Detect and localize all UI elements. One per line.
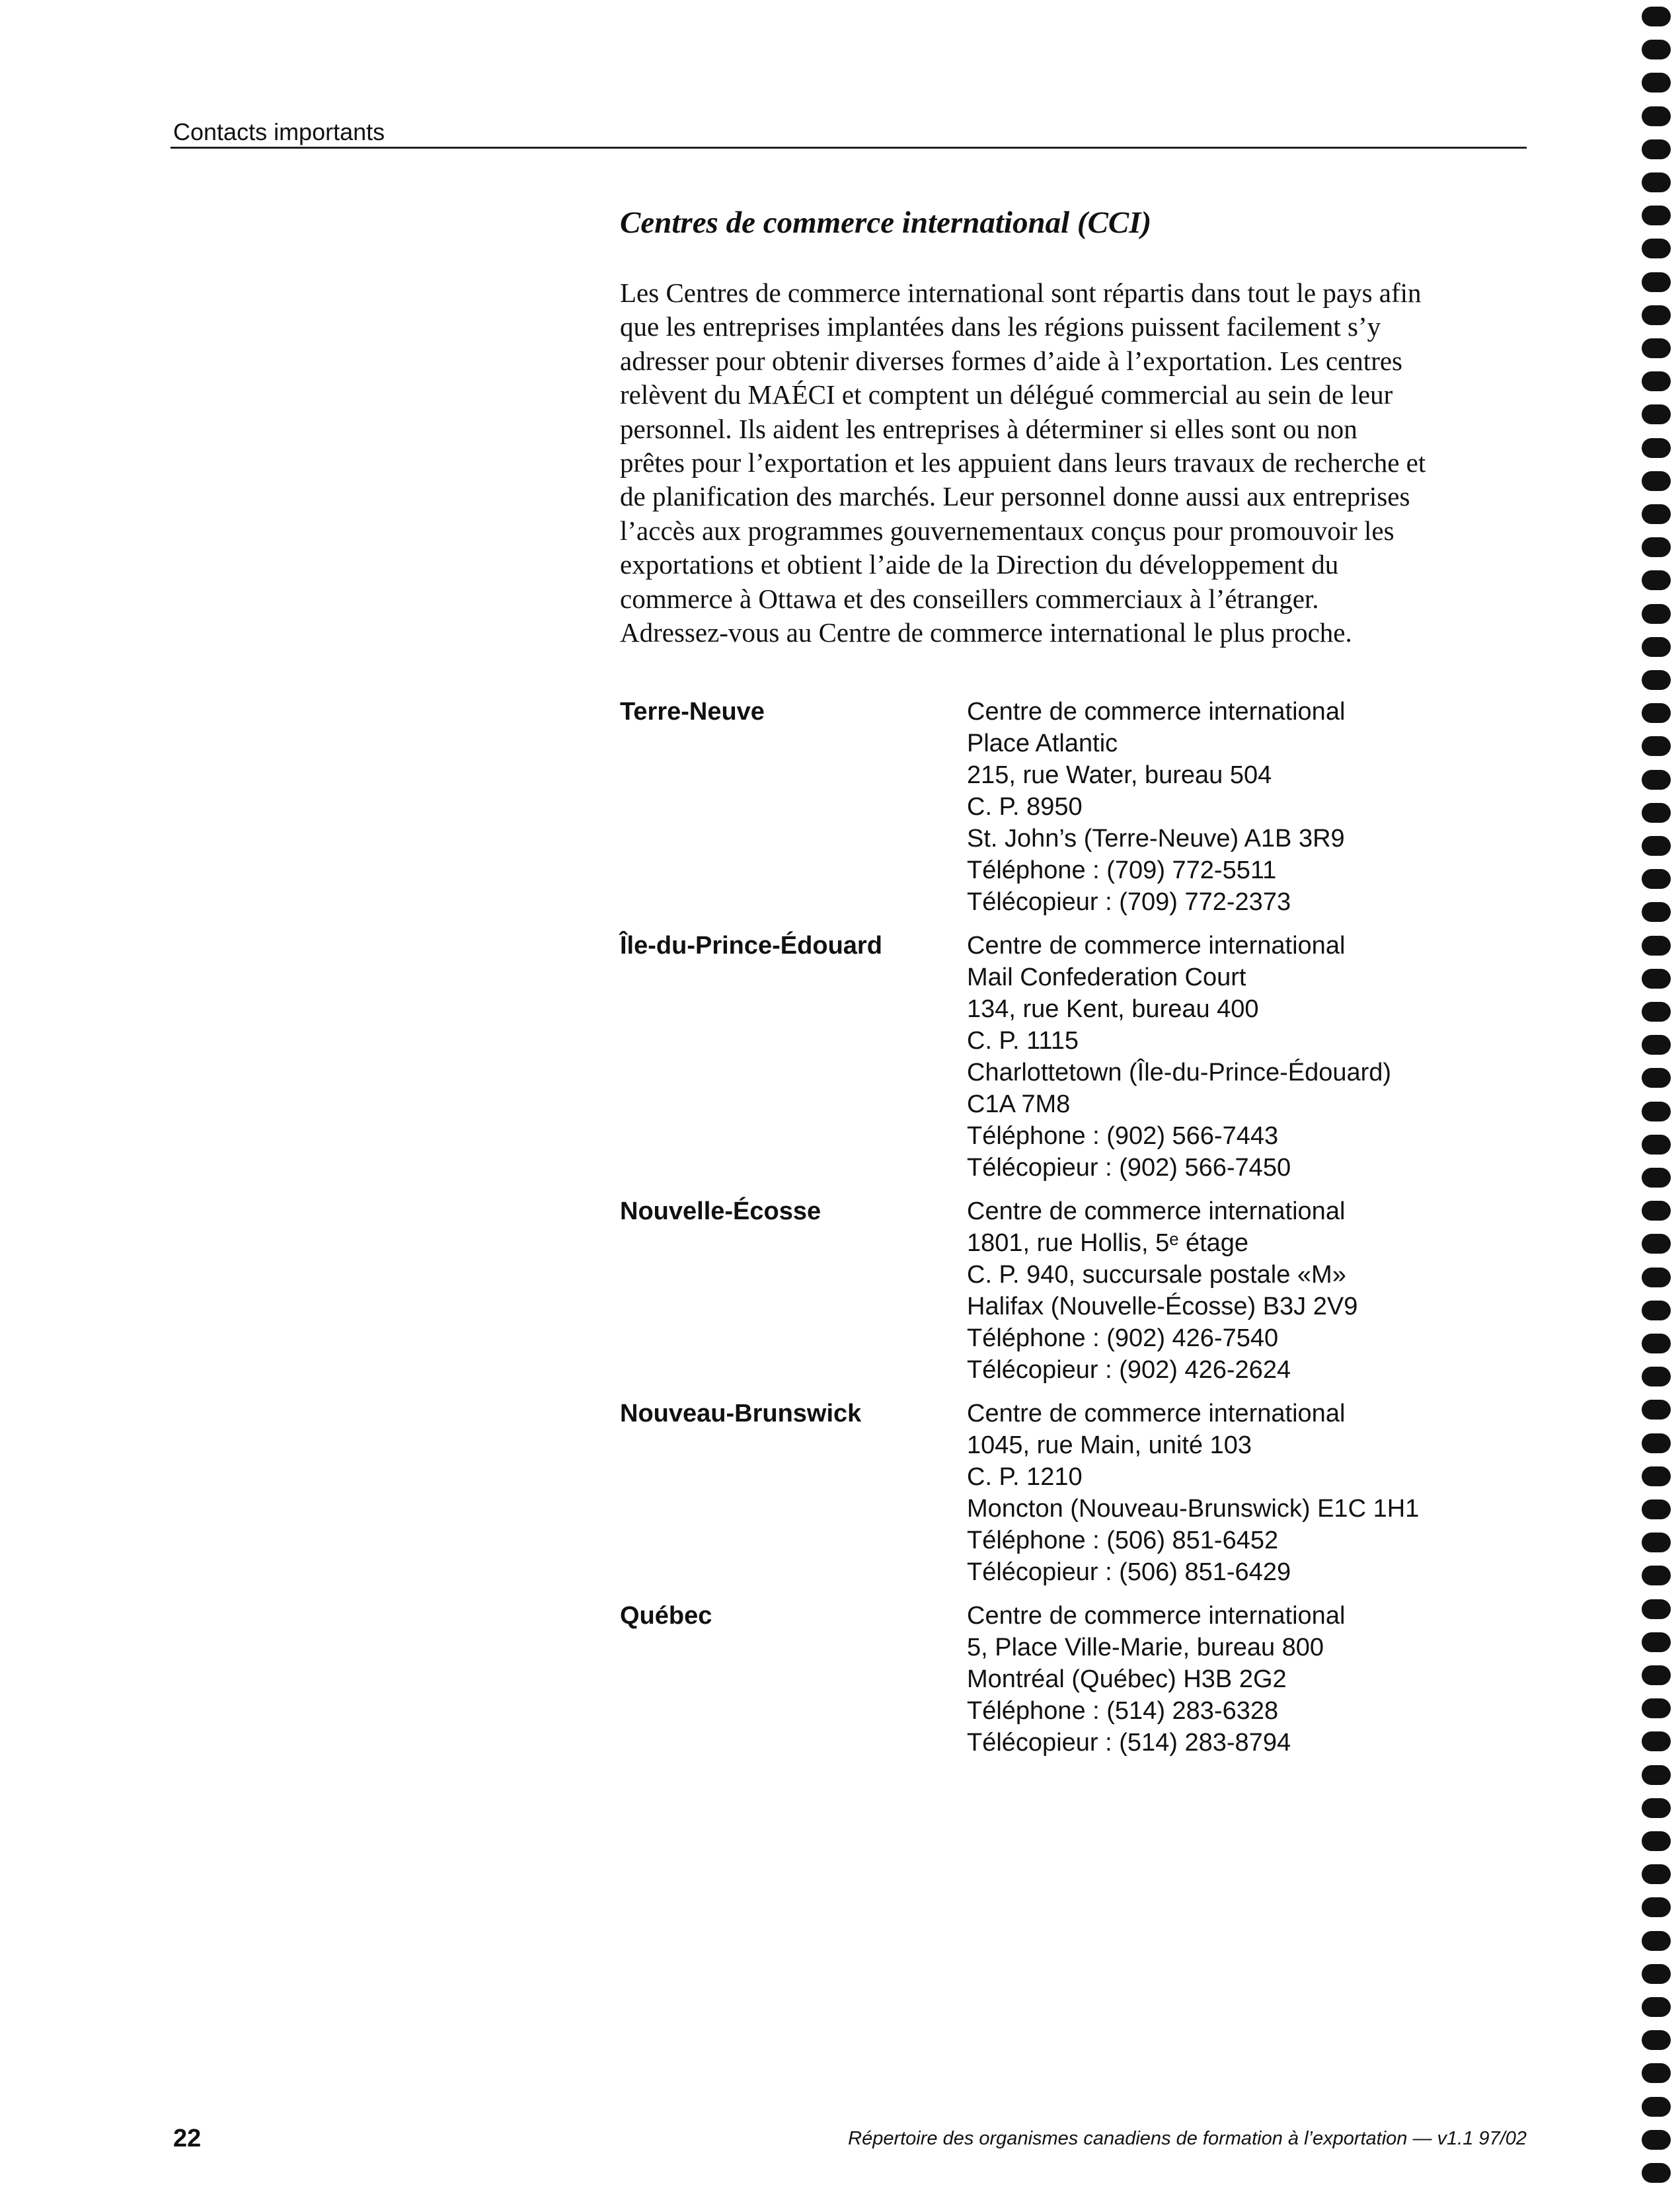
province-name: Nouvelle-Écosse: [620, 1197, 821, 1225]
binding-hole: [1642, 1632, 1671, 1652]
address-line: 1801, rue Hollis, 5ᵉ étage: [967, 1229, 1249, 1257]
address-line: C. P. 1210: [967, 1463, 1083, 1491]
phone-line: Téléphone : (514) 283-6328: [967, 1697, 1279, 1725]
binding-hole: [1642, 40, 1671, 59]
binding-hole: [1642, 1864, 1671, 1884]
binding-hole: [1642, 1499, 1671, 1519]
address-line: 215, rue Water, bureau 504: [967, 761, 1272, 789]
contact-entry-terre-neuve: [620, 696, 1506, 918]
fax-line: Télécopieur : (514) 283-8794: [967, 1729, 1291, 1757]
address-line: Mail Confederation Court: [967, 964, 1246, 991]
binding-hole: [1642, 670, 1671, 690]
address-line: 5, Place Ville-Marie, bureau 800: [967, 1634, 1324, 1661]
binding-hole: [1642, 604, 1671, 624]
running-head: Contacts importants: [173, 118, 385, 145]
binding-hole: [1642, 570, 1671, 590]
binding-hole: [1642, 1566, 1671, 1585]
binding-hole: [1642, 1897, 1671, 1917]
binding-hole: [1642, 1466, 1671, 1486]
binding-hole: [1642, 272, 1671, 292]
fax-line: Télécopieur : (902) 426-2624: [967, 1356, 1291, 1384]
binding-hole: [1642, 305, 1671, 325]
fax-line: Télécopieur : (709) 772-2373: [967, 888, 1291, 916]
binding-hole: [1642, 239, 1671, 258]
binding-hole: [1642, 1997, 1671, 2017]
fax-line: Télécopieur : (506) 851-6429: [967, 1558, 1291, 1586]
binding-hole: [1642, 803, 1671, 823]
binding-hole: [1642, 172, 1671, 192]
binding-hole: [1642, 1102, 1671, 1121]
binding-hole: [1642, 338, 1671, 358]
intro-paragraph: [620, 276, 1532, 650]
phone-line: Téléphone : (709) 772-5511: [967, 856, 1277, 884]
binding-hole: [1642, 1433, 1671, 1453]
address-line: 134, rue Kent, bureau 400: [967, 995, 1259, 1023]
province-name: Nouveau-Brunswick: [620, 1400, 862, 1427]
binding-hole: [1642, 2130, 1671, 2150]
address-line: Centre de commerce international: [967, 1400, 1346, 1427]
province-name: Île-du-Prince-Édouard: [620, 932, 882, 960]
binding-hole: [1642, 1665, 1671, 1685]
binding-hole: [1642, 637, 1671, 657]
phone-line: Téléphone : (902) 566-7443: [967, 1122, 1279, 1150]
binding-hole: [1642, 1135, 1671, 1155]
binding-hole: [1642, 836, 1671, 856]
binding-hole: [1642, 139, 1671, 159]
binding-hole: [1642, 1931, 1671, 1951]
binding-hole: [1642, 504, 1671, 524]
binding-hole: [1642, 1201, 1671, 1221]
binding-hole: [1642, 770, 1671, 790]
address-line: Centre de commerce international: [967, 1197, 1346, 1225]
binding-hole: [1642, 1301, 1671, 1320]
contact-entry-quebec: [620, 1600, 1506, 1759]
binding-hole: [1642, 902, 1671, 922]
binding-hole: [1642, 2063, 1671, 2083]
address-line: Charlottetown (Île-du-Prince-Édouard): [967, 1059, 1392, 1086]
address-line: Halifax (Nouvelle-Écosse) B3J 2V9: [967, 1293, 1358, 1320]
intro-line: relèvent du MAÉCI et comptent un délégué commercial au sein de leur: [620, 379, 1393, 410]
binding-hole: [1642, 471, 1671, 491]
address-line: Montréal (Québec) H3B 2G2: [967, 1665, 1287, 1693]
binding-hole: [1642, 936, 1671, 956]
binding-hole: [1642, 869, 1671, 889]
binding-hole: [1642, 1334, 1671, 1353]
binding-hole: [1642, 404, 1671, 424]
contact-entry-ile-du-prince-edouard: [620, 930, 1506, 1184]
address-line: C. P. 1115: [967, 1027, 1079, 1055]
binding-hole: [1642, 106, 1671, 126]
binding-hole: [1642, 1367, 1671, 1386]
contact-entry-nouvelle-ecosse: [620, 1195, 1506, 1386]
binding-hole: [1642, 1765, 1671, 1785]
intro-line: Adressez-vous au Centre de commerce international le plus proche.: [620, 617, 1352, 648]
address-line: Place Atlantic: [967, 730, 1118, 757]
fax-line: Télécopieur : (902) 566-7450: [967, 1154, 1291, 1182]
binding-hole: [1642, 7, 1671, 26]
intro-line: adresser pour obtenir diverses formes d’aide à l’exportation. Les centres: [620, 345, 1402, 376]
binding-hole: [1642, 206, 1671, 225]
address-line: Centre de commerce international: [967, 698, 1346, 726]
intro-line: Les Centres de commerce international sont répartis dans tout le pays afin: [620, 278, 1422, 308]
header-rule: [171, 147, 1527, 149]
address-block: [967, 1600, 1506, 1759]
binding-hole: [1642, 1002, 1671, 1022]
province-name: Terre-Neuve: [620, 698, 765, 726]
intro-line: personnel. Ils aident les entreprises à déterminer si elles sont ou non: [620, 413, 1357, 444]
address-block: [967, 1195, 1506, 1386]
intro-line: commerce à Ottawa et des conseillers commerciaux à l’étranger.: [620, 583, 1319, 614]
binding-hole: [1642, 1533, 1671, 1552]
binding-hole: [1642, 1400, 1671, 1420]
address-block: [967, 696, 1506, 918]
binding-hole: [1642, 1599, 1671, 1619]
binding-hole: [1642, 1831, 1671, 1851]
binding-hole: [1642, 438, 1671, 458]
intro-line: que les entreprises implantées dans les régions puissent facilement s’y: [620, 311, 1381, 342]
phone-line: Téléphone : (506) 851-6452: [967, 1527, 1279, 1554]
binding-hole: [1642, 1234, 1671, 1254]
address-line: St. John’s (Terre-Neuve) A1B 3R9: [967, 825, 1345, 853]
binding-hole: [1642, 1068, 1671, 1088]
address-line: C. P. 8950: [967, 793, 1083, 821]
binding-hole: [1642, 537, 1671, 557]
binding-hole: [1642, 1698, 1671, 1718]
binding-hole: [1642, 2030, 1671, 2050]
binding-hole: [1642, 2163, 1671, 2183]
address-line: Centre de commerce international: [967, 932, 1346, 960]
binding-hole: [1642, 2097, 1671, 2117]
address-line: 1045, rue Main, unité 103: [967, 1431, 1252, 1459]
address-line: Moncton (Nouveau-Brunswick) E1C 1H1: [967, 1495, 1420, 1523]
province-name: Québec: [620, 1602, 712, 1630]
binding-holes: [1642, 7, 1672, 2194]
contact-entry-nouveau-brunswick: [620, 1398, 1506, 1588]
binding-hole: [1642, 1798, 1671, 1818]
footer-source: Répertoire des organismes canadiens de formation à l’exportation — v1.1 97/02: [848, 2128, 1527, 2149]
address-line: Centre de commerce international: [967, 1602, 1346, 1630]
contacts-list: [620, 696, 1506, 1759]
address-block: [967, 1398, 1506, 1588]
phone-line: Téléphone : (902) 426-7540: [967, 1324, 1279, 1352]
binding-hole: [1642, 736, 1671, 756]
binding-hole: [1642, 1168, 1671, 1188]
binding-hole: [1642, 73, 1671, 93]
address-line: C. P. 940, succursale postale «M»: [967, 1261, 1346, 1289]
address-line: C1A 7M8: [967, 1090, 1071, 1118]
binding-hole: [1642, 371, 1671, 391]
binding-hole: [1642, 1268, 1671, 1287]
page-number: 22: [173, 2125, 202, 2152]
address-block: [967, 930, 1506, 1184]
binding-hole: [1642, 1964, 1671, 1984]
intro-line: exportations et obtient l’aide de la Direction du développement du: [620, 549, 1339, 580]
binding-hole: [1642, 969, 1671, 989]
intro-line: prêtes pour l’exportation et les appuient dans leurs travaux de recherche et: [620, 447, 1426, 478]
binding-hole: [1642, 703, 1671, 723]
intro-line: l’accès aux programmes gouvernementaux conçus pour promouvoir les: [620, 515, 1394, 546]
intro-line: de planification des marchés. Leur personnel donne aussi aux entreprises: [620, 481, 1410, 512]
binding-hole: [1642, 1731, 1671, 1751]
section-title: Centres de commerce international (CCI): [620, 206, 1152, 240]
binding-hole: [1642, 1035, 1671, 1055]
